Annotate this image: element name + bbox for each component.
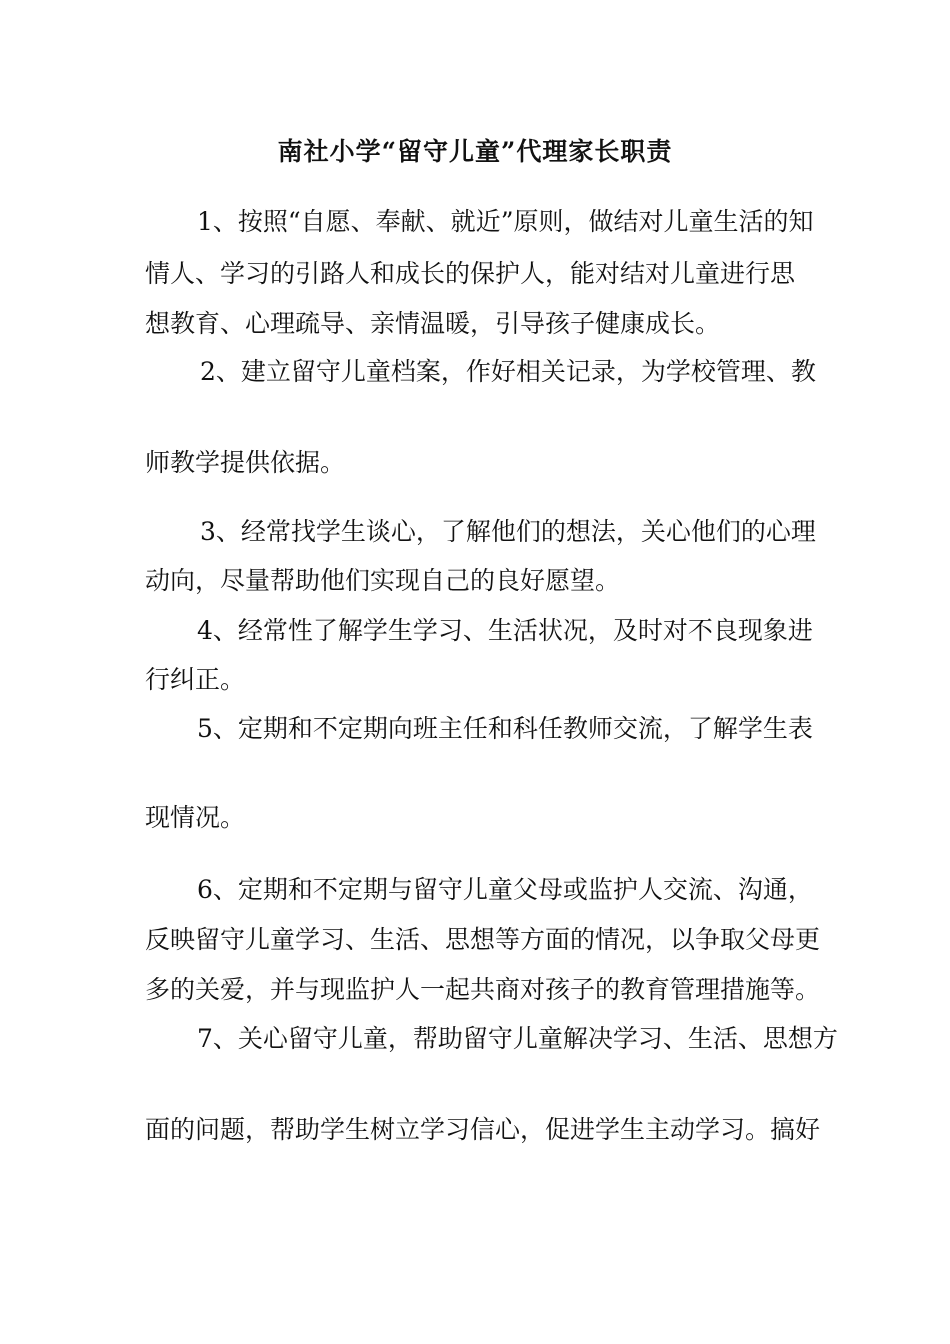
text-line: 想教育、心理疏导、亲情温暖，引导孩子健康成长。 — [145, 309, 721, 338]
text-line: 面的问题，帮助学生树立学习信心，促进学生主动学习。搞好 — [145, 1115, 821, 1144]
text-line: 反映留守儿童学习、生活、思想等方面的情况，以争取父母更 — [145, 925, 821, 954]
text-line: 行纠正。 — [145, 665, 246, 694]
text-line: 现情况。 — [145, 803, 246, 832]
document-title: 南社小学“留守儿童”代理家长职责 — [277, 137, 673, 166]
text-line: 3、经常找学生谈心，了解他们的想法，关心他们的心理 — [200, 517, 816, 546]
text-line: 师教学提供依据。 — [145, 448, 346, 477]
text-line: 4、经常性了解学生学习、生活状况，及时对不良现象进 — [197, 616, 813, 645]
text-line: 6、定期和不定期与留守儿童父母或监护人交流、沟通， — [197, 875, 813, 904]
text-line: 多的关爱，并与现监护人一起共商对孩子的教育管理措施等。 — [145, 975, 821, 1004]
text-line: 5、定期和不定期向班主任和科任教师交流，了解学生表 — [197, 714, 813, 743]
text-line: 2、建立留守儿童档案，作好相关记录，为学校管理、教 — [200, 357, 816, 386]
text-line: 1、按照“自愿、奉献、就近”原则，做结对儿童生活的知 — [197, 207, 814, 236]
text-line: 情人、学习的引路人和成长的保护人，能对结对儿童进行思 — [145, 259, 796, 288]
text-line: 7、关心留守儿童，帮助留守儿童解决学习、生活、思想方 — [197, 1024, 838, 1053]
text-line: 动向，尽量帮助他们实现自己的良好愿望。 — [145, 566, 621, 595]
